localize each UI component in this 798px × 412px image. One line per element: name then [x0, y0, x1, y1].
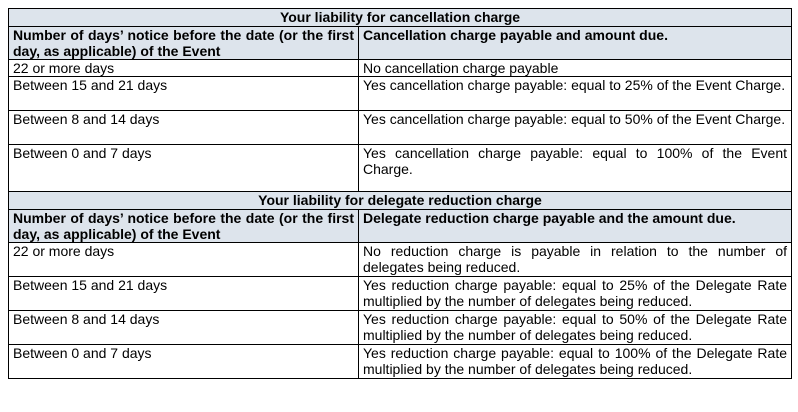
cancellation-days-header: Number of days’ notice before the date (or the first day, as applicable) of the Event: [9, 27, 359, 60]
reduction-column-header-row: [9, 210, 792, 243]
charge-cell: Yes cancellation charge payable: equal to 25% of the Event Charge.: [359, 77, 792, 111]
days-cell: Between 8 and 14 days: [9, 311, 359, 345]
charge-cell: Yes reduction charge payable: equal to 25% of the Delegate Rate multiplied by the number of delegates being reduced.: [359, 277, 792, 311]
table-row: [9, 345, 792, 379]
table-row: [9, 311, 792, 345]
charge-cell: Yes cancellation charge payable: equal to 50% of the Event Charge.: [359, 111, 792, 145]
table-row: [9, 111, 792, 145]
table-row: [9, 60, 792, 77]
charge-cell: No reduction charge is payable in relation to the number of delegates being reduced.: [359, 243, 792, 277]
days-cell: 22 or more days: [9, 60, 359, 77]
table-row: [9, 277, 792, 311]
cancellation-column-header-row: [9, 27, 792, 60]
table-row: [9, 145, 792, 192]
days-cell: Between 15 and 21 days: [9, 277, 359, 311]
charge-cell: Yes reduction charge payable: equal to 100% of the Delegate Rate multiplied by the number of delegates being reduced.: [359, 345, 792, 379]
liability-document: [8, 8, 791, 379]
reduction-section-title: Your liability for delegate reduction charge: [9, 192, 792, 210]
reduction-days-header: Number of days’ notice before the date (or the first day, as applicable) of the Event: [9, 210, 359, 243]
charge-cell: No cancellation charge payable: [359, 60, 792, 77]
table-row: [9, 77, 792, 111]
charge-cell: Yes cancellation charge payable: equal to 100% of the Event Charge.: [359, 145, 792, 192]
cancellation-section-header: [9, 9, 792, 27]
days-cell: Between 0 and 7 days: [9, 345, 359, 379]
cancellation-section-title: Your liability for cancellation charge: [9, 9, 792, 27]
charge-cell: Yes reduction charge payable: equal to 50% of the Delegate Rate multiplied by the number of delegates being reduced.: [359, 311, 792, 345]
days-cell: Between 0 and 7 days: [9, 145, 359, 192]
table-row: [9, 243, 792, 277]
days-cell: Between 15 and 21 days: [9, 77, 359, 111]
cancellation-charge-header: Cancellation charge payable and amount due.: [359, 27, 792, 60]
reduction-charge-header: Delegate reduction charge payable and the amount due.: [359, 210, 792, 243]
days-cell: 22 or more days: [9, 243, 359, 277]
liability-table: [8, 8, 792, 379]
days-cell: Between 8 and 14 days: [9, 111, 359, 145]
reduction-section-header: [9, 192, 792, 210]
